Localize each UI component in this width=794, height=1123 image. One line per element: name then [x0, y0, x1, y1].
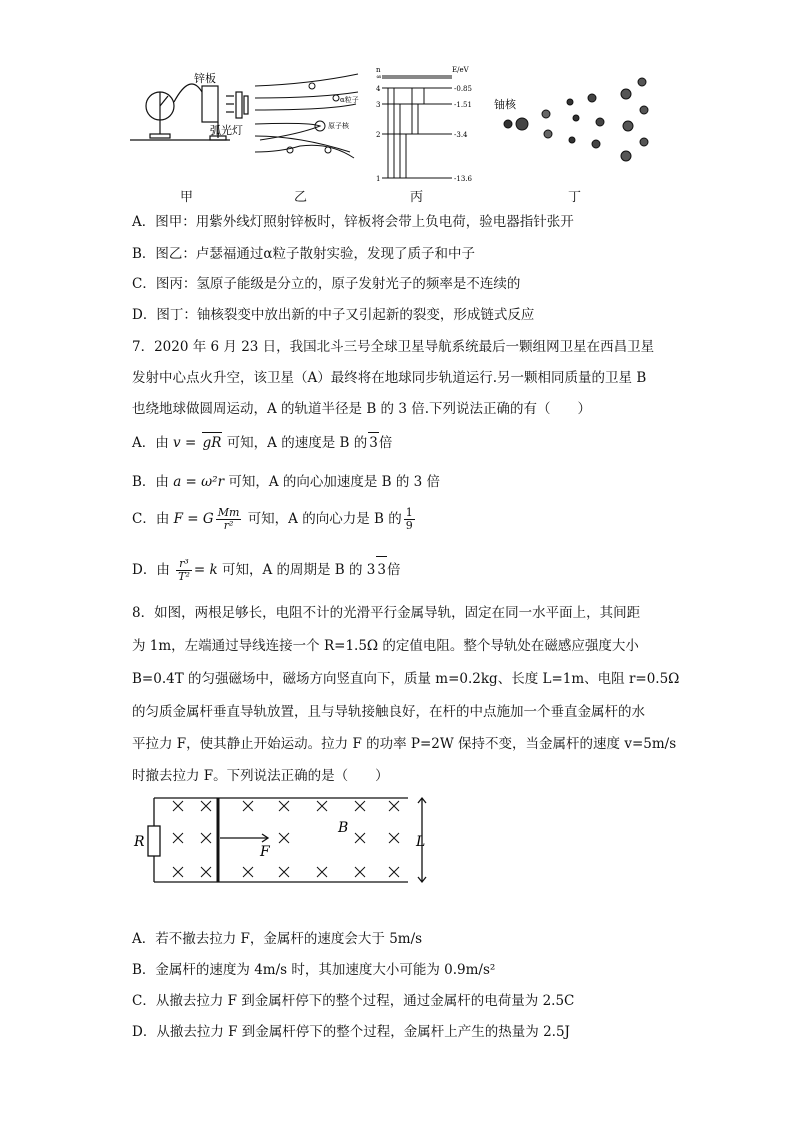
q7-c-ratio [404, 507, 415, 532]
figure-row [130, 62, 650, 202]
level-n-3: 3 [376, 101, 381, 109]
field-cross [389, 833, 399, 843]
field-cross [243, 801, 253, 811]
level-n-2: 2 [376, 131, 381, 139]
field-cross [173, 867, 183, 877]
arc-lamp-label: 弧光灯 [210, 124, 243, 137]
q7-option-b [132, 472, 440, 492]
q7-option-d [132, 556, 401, 583]
q7-c-prefix: C．由 [132, 511, 170, 527]
figure-yi [255, 74, 358, 158]
q7-a-text: 可知，A 的速度是 B 的 [226, 435, 368, 451]
field-cross [389, 801, 399, 811]
field-cross [201, 867, 211, 877]
q7-d-sqrt: 3 [376, 556, 387, 583]
level-energy-1: -13.6 [454, 175, 472, 183]
alpha-particle-label: α粒子 [340, 96, 359, 104]
q7-d-end: 倍 [387, 562, 401, 578]
q7-c-num: Mm [217, 506, 240, 519]
uranium-label: 铀核 [494, 98, 516, 111]
zinc-plate-label: 锌板 [194, 72, 216, 85]
q7-stem-line-1: 7．2020 年 6 月 23 日，我国北斗三号全球卫星导航系统最后一颗组网卫星在西昌卫星 [132, 339, 655, 355]
q7-a-end: 倍 [378, 435, 393, 451]
q7-stem-line-3: 也绕地球做圆周运动，A 的轨道半径是 B 的 3 倍.下列说法正确的有（ ） [132, 401, 592, 417]
q7-c-text: 可知，A 的向心力是 B 的 [247, 511, 402, 527]
caption-yi: 乙 [294, 190, 308, 205]
q7-c-ratio-num: 1 [405, 506, 413, 519]
caption-bing: 丙 [410, 190, 424, 205]
q7-a-value: 3 [368, 432, 379, 453]
field-cross [355, 833, 365, 843]
field-label: B [338, 820, 349, 836]
level-n-4: 4 [376, 85, 381, 93]
q6-option-b: B．图乙：卢瑟福通过α粒子散射实验，发现了质子和中子 [132, 246, 476, 262]
field-cross [279, 833, 289, 843]
level-energy-2: -3.4 [454, 131, 468, 139]
level-energy-3: -1.51 [454, 101, 472, 109]
q7-b-text: 可知，A 的向心加速度是 B 的 3 倍 [228, 474, 441, 490]
field-cross [317, 867, 327, 877]
q7-d-num: r³ [176, 558, 192, 571]
q8-stem-line-4: 的匀质金属杆垂直导轨放置，且与导轨接触良好，在杆的中点施加一个垂直金属杆的水 [132, 704, 645, 720]
field-cross [355, 867, 365, 877]
q7-c-ratio-den: 9 [405, 519, 413, 532]
field-cross [279, 801, 289, 811]
energy-unit-label: E/eV [452, 66, 469, 74]
caption-jia: 甲 [180, 190, 194, 205]
q7-a-formula: v = [173, 435, 201, 451]
nucleus-label: 原子核 [328, 122, 349, 130]
field-cross [355, 801, 365, 811]
q8-option-c: C．从撤去拉力 F 到金属杆停下的整个过程，通过金属杆的电荷量为 2.5C [132, 993, 575, 1009]
length-label: L [416, 834, 426, 850]
q8-stem-line-5: 平拉力 F，使其静止开始运动。拉力 F 的功率 P=2W 保持不变，当金属杆的速度 v=5m/s [132, 736, 677, 752]
q7-c-den: r² [223, 519, 234, 532]
q8-option-a: A．若不撤去拉力 F，金属杆的速度会大于 5m/s [132, 931, 423, 947]
q7-d-prefix: D．由 [132, 562, 170, 578]
level-energy-4: -0.85 [454, 85, 472, 93]
figure-ding [504, 78, 648, 161]
q8-stem-line-1: 8．如图，两根足够长，电阻不计的光滑平行金属导轨，固定在同一水平面上，其间距 [132, 605, 641, 621]
field-cross [173, 801, 183, 811]
q8-stem-line-3: B=0.4T 的匀强磁场中，磁场方向竖直向下，质量 m=0.2kg、长度 L=1m、电阻 r=0.5Ω [132, 671, 680, 687]
field-cross [243, 867, 253, 877]
q7-b-prefix: B．由 [132, 474, 169, 490]
q6-option-a: A．图甲：用紫外线灯照射锌板时，锌板将会带上负电荷，验电器指针张开 [132, 214, 574, 230]
field-cross [317, 801, 327, 811]
q7-d-text: 可知，A 的周期是 B 的 3 [221, 562, 376, 578]
n-inf-label: ∞ [376, 73, 382, 81]
resistor-label: R [134, 834, 145, 850]
q7-d-formula: = k [193, 562, 218, 578]
figure-bing [382, 76, 452, 178]
q6-option-d: D．图丁：铀核裂变中放出新的中子又引起新的裂变，形成链式反应 [132, 307, 535, 323]
q8-option-d: D．从撤去拉力 F 到金属杆停下的整个过程，金属杆上产生的热量为 2.5J [132, 1024, 570, 1040]
q6-option-c: C．图丙：氢原子能级是分立的，原子发射光子的频率是不连续的 [132, 276, 521, 292]
field-cross [279, 867, 289, 877]
q7-c-formula: F = G [173, 511, 214, 527]
circuit-figure [132, 796, 432, 888]
field-cross [389, 867, 399, 877]
level-n-1: 1 [376, 175, 381, 183]
caption-ding: 丁 [568, 190, 582, 205]
q7-a-prefix: A．由 [132, 435, 169, 451]
q7-a-sqrt: gR [202, 432, 223, 453]
q7-stem-line-2: 发射中心点火升空，该卫星（A）最终将在地球同步轨道运行.另一颗相同质量的卫星 B [132, 370, 647, 386]
q7-c-fraction [216, 507, 242, 532]
q7-d-den: T² [178, 570, 190, 583]
q8-stem-line-6: 时撤去拉力 F。下列说法正确的是（ ） [132, 768, 389, 784]
q7-option-c [132, 506, 417, 532]
magnetic-field-crosses [173, 801, 399, 877]
field-cross [201, 801, 211, 811]
q7-b-formula: a = ω²r [173, 474, 225, 490]
field-cross [201, 833, 211, 843]
force-label: F [260, 844, 270, 860]
q7-d-fraction [176, 558, 192, 583]
q7-option-a [132, 432, 392, 453]
q8-stem-line-2: 为 1m，左端通过导线连接一个 R=1.5Ω 的定值电阻。整个导轨处在磁感应强度大小 [132, 638, 639, 654]
field-cross [173, 833, 183, 843]
n-axis-label: n [376, 66, 381, 74]
q8-option-b: B．金属杆的速度为 4m/s 时，其加速度大小可能为 0.9m/s² [132, 962, 496, 978]
